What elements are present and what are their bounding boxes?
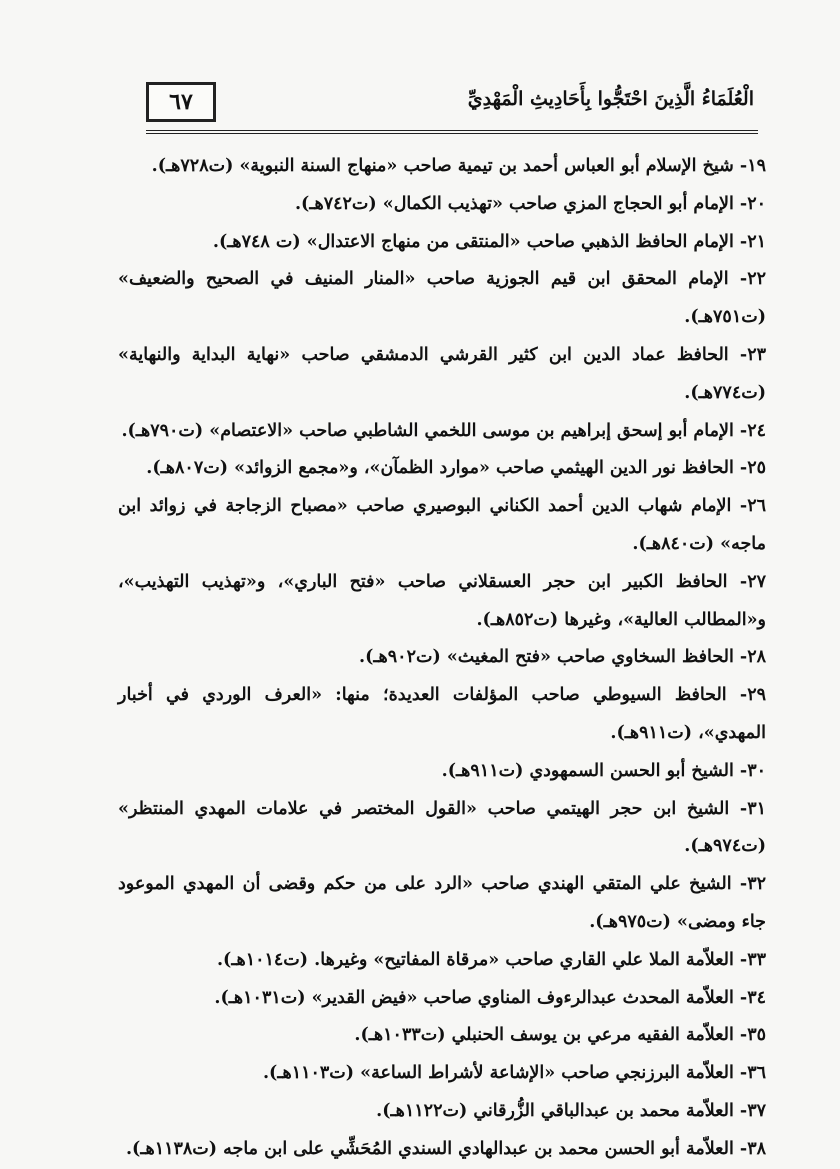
- entry-text: الحافظ السخاوي صاحب «فتح المغيث» (ت٩٠٢هـ).: [359, 647, 734, 668]
- scholars-list: [118, 148, 766, 1169]
- entry-text: الحافظ السيوطي صاحب المؤلفات العديدة؛ منها: «العرف الوردي في أخبار المهدي»، (ت٩١١هـ).: [118, 685, 766, 743]
- entry-number: ٣٨: [747, 1138, 766, 1159]
- entry-number: ٣١: [747, 798, 766, 819]
- list-item: ٢٩- الحافظ السيوطي صاحب المؤلفات العديدة؛ منها: «العرف الوردي في أخبار المهدي»، (ت٩١١هـ).: [118, 685, 766, 743]
- entry-text: الشيخ ابن حجر الهيتمي صاحب «القول المختصر في علامات المهدي المنتظر» (ت٩٧٤هـ).: [118, 798, 766, 857]
- entry-text: الحافظ نور الدين الهيثمي صاحب «موارد الظمآن»، و«مجمع الزوائد» (ت٨٠٧هـ).: [146, 458, 734, 479]
- list-item: ٣٧- العلاّمة محمد بن عبدالباقي الزُّرقاني (ت١١٢٢هـ).: [376, 1100, 766, 1121]
- entry-number: ٢٠: [747, 193, 766, 214]
- list-item: ٢٨- الحافظ السخاوي صاحب «فتح المغيث» (ت٩٠٢هـ).: [359, 647, 766, 668]
- entry-number: ٢٢: [747, 269, 766, 290]
- list-item: ٢٠- الإمام أبو الحجاج المزي صاحب «تهذيب الكمال» (ت٧٤٢هـ).: [294, 193, 766, 214]
- entry-text: الإمام المحقق ابن قيم الجوزية صاحب «المنار المنيف في الصحيح والضعيف» (ت٧٥١هـ).: [118, 269, 766, 328]
- entry-number: ٢٩: [747, 685, 766, 706]
- list-item: ٣١- الشيخ ابن حجر الهيتمي صاحب «القول المختصر في علامات المهدي المنتظر» (ت٩٧٤هـ).: [118, 798, 766, 857]
- entry-text: شيخ الإسلام أبو العباس أحمد بن تيمية صاحب «منهاج السنة النبوية» (ت٧٢٨هـ).: [151, 156, 734, 176]
- entry-number: ٢٤: [747, 420, 766, 441]
- list-item: ٣٠- الشيخ أبو الحسن السمهودي (ت٩١١هـ).: [441, 760, 766, 781]
- list-item: ٢٧- الحافظ الكبير ابن حجر العسقلاني صاحب «فتح الباري»، و«تهذيب التهذيب»، و«المطالب العالية»، وغيرها (ت٨٥٢هـ).: [118, 571, 766, 630]
- entry-text: العلاّمة المحدث عبدالرءوف المناوي صاحب «فيض القدير» (ت١٠٣١هـ).: [214, 987, 734, 1008]
- list-item: ٣٣- العلاّمة الملا علي القاري صاحب «مرقاة المفاتيح» وغيرها. (ت١٠١٤هـ).: [216, 949, 766, 970]
- entry-text: الإمام أبو إسحق إبراهيم بن موسى اللخمي الشاطبي صاحب «الاعتصام» (ت٧٩٠هـ).: [121, 420, 734, 441]
- entry-text: العلاّمة الملا علي القاري صاحب «مرقاة المفاتيح» وغيرها. (ت١٠١٤هـ).: [216, 949, 734, 970]
- entry-number: ٣٠: [747, 760, 766, 781]
- entry-number: ٣٦: [747, 1063, 766, 1084]
- list-item: ٣٥- العلاّمة الفقيه مرعي بن يوسف الحنبلي (ت١٠٣٣هـ).: [354, 1025, 766, 1046]
- list-item: ٢٢- الإمام المحقق ابن قيم الجوزية صاحب «المنار المنيف في الصحيح والضعيف» (ت٧٥١هـ).: [118, 269, 766, 328]
- page-number: ٦٧: [146, 82, 216, 122]
- entry-number: ٢٣: [747, 344, 766, 365]
- entry-text: العلاّمة أبو الحسن محمد بن عبدالهادي السندي المُحَشِّي على ابن ماجه (ت١١٣٨هـ).: [125, 1138, 734, 1159]
- entry-number: ٢٦: [747, 496, 767, 517]
- list-item: ٢٥- الحافظ نور الدين الهيثمي صاحب «موارد الظمآن»، و«مجمع الزوائد» (ت٨٠٧هـ).: [146, 458, 766, 479]
- entry-text: الحافظ عماد الدين ابن كثير القرشي الدمشقي صاحب «نهاية البداية والنهاية» (ت٧٧٤هـ).: [118, 344, 766, 403]
- entry-number: ٢٥: [747, 458, 766, 479]
- entry-number: ٢٨: [747, 647, 766, 668]
- page-header: [146, 82, 758, 134]
- entry-text: العلاّمة البرزنجي صاحب «الإشاعة لأشراط الساعة» (ت١١٠٣هـ).: [262, 1063, 734, 1084]
- list-item: ٢٤- الإمام أبو إسحق إبراهيم بن موسى اللخمي الشاطبي صاحب «الاعتصام» (ت٧٩٠هـ).: [121, 420, 766, 441]
- entry-number: ٢٧: [747, 571, 766, 592]
- list-item: ٣٤- العلاّمة المحدث عبدالرءوف المناوي صاحب «فيض القدير» (ت١٠٣١هـ).: [214, 987, 766, 1008]
- entry-number: ٣٧: [747, 1100, 766, 1121]
- entry-text: العلاّمة محمد بن عبدالباقي الزُّرقاني (ت١١٢٢هـ).: [376, 1100, 734, 1121]
- list-item: ٢١- الإمام الحافظ الذهبي صاحب «المنتقى من منهاج الاعتدال» (ت ٧٤٨هـ).: [212, 231, 766, 252]
- entry-text: الإمام شهاب الدين أحمد الكناني البوصيري صاحب «مصباح الزجاجة في زوائد ابن ماجه» (ت٨٤٠هـ).: [118, 496, 766, 554]
- entry-text: الشيخ أبو الحسن السمهودي (ت٩١١هـ).: [441, 760, 734, 781]
- entry-number: ٢١: [747, 231, 766, 252]
- entry-number: ٣٤: [747, 987, 766, 1008]
- entry-text: الحافظ الكبير ابن حجر العسقلاني صاحب «فتح الباري»، و«تهذيب التهذيب»، و«المطالب العالية»، وغيرها (ت٨٥٢هـ).: [118, 571, 766, 630]
- list-item: ٢٣- الحافظ عماد الدين ابن كثير القرشي الدمشقي صاحب «نهاية البداية والنهاية» (ت٧٧٤هـ).: [118, 344, 766, 403]
- entry-number: ٣٥: [747, 1025, 766, 1046]
- entry-text: الإمام الحافظ الذهبي صاحب «المنتقى من منهاج الاعتدال» (ت ٧٤٨هـ).: [212, 231, 734, 252]
- list-item: ٣٨- العلاّمة أبو الحسن محمد بن عبدالهادي السندي المُحَشِّي على ابن ماجه (ت١١٣٨هـ).: [125, 1138, 766, 1159]
- entry-number: ١٩: [747, 156, 766, 176]
- entry-number: ٣٢: [747, 874, 766, 895]
- entry-text: الإمام أبو الحجاج المزي صاحب «تهذيب الكمال» (ت٧٤٢هـ).: [294, 193, 734, 214]
- entry-text: الشيخ علي المتقي الهندي صاحب «الرد على من حكم وقضى أن المهدي الموعود جاء ومضى» (ت٩٧٥هـ).: [118, 874, 766, 932]
- list-item: ٢٦- الإمام شهاب الدين أحمد الكناني البوصيري صاحب «مصباح الزجاجة في زوائد ابن ماجه» (ت٨٤٠هـ).: [118, 496, 767, 554]
- entry-text: العلاّمة الفقيه مرعي بن يوسف الحنبلي (ت١٠٣٣هـ).: [354, 1025, 734, 1046]
- entry-number: ٣٣: [747, 949, 766, 970]
- list-item: ١٩- شيخ الإسلام أبو العباس أحمد بن تيمية صاحب «منهاج السنة النبوية» (ت٧٢٨هـ).: [151, 156, 766, 176]
- list-item: ٣٢- الشيخ علي المتقي الهندي صاحب «الرد على من حكم وقضى أن المهدي الموعود جاء ومضى» (ت٩٧٥هـ).: [118, 874, 766, 932]
- running-title: الْعُلَمَاءُ الَّذِينَ احْتَجُّوا بِأَحَادِيثِ الْمَهْدِيِّ: [467, 88, 754, 110]
- list-item: ٣٦- العلاّمة البرزنجي صاحب «الإشاعة لأشراط الساعة» (ت١١٠٣هـ).: [262, 1063, 766, 1084]
